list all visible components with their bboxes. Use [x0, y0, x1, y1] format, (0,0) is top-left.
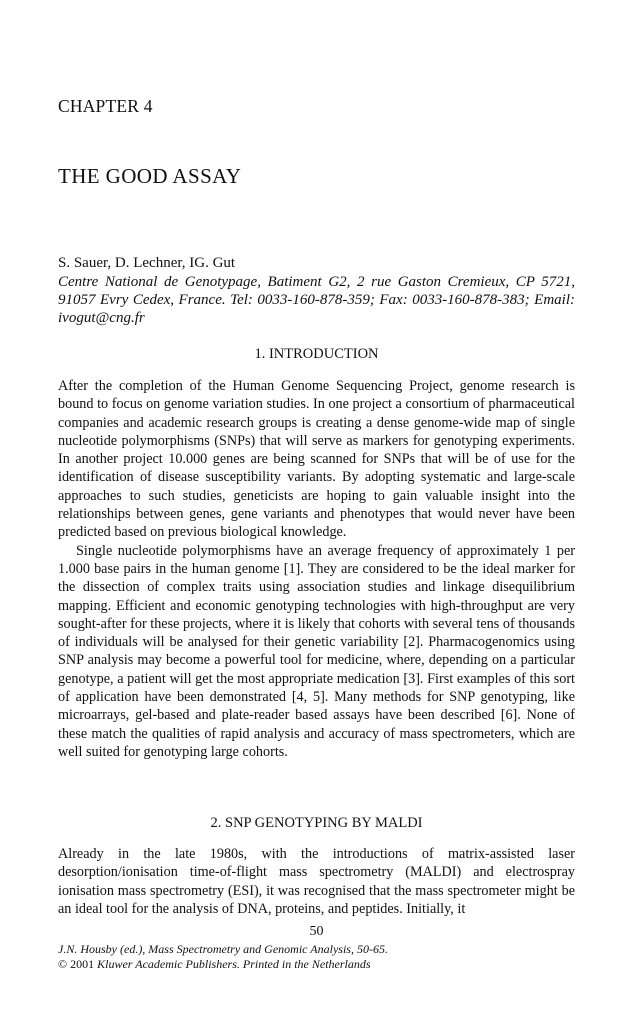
footer-citation: J.N. Housby (ed.), Mass Spectrometry and Genomic Analysis, 50-65. [58, 942, 388, 956]
paragraph: After the completion of the Human Genome Sequencing Project, genome research is bound to focus on genome variation studies. In one project a consortium of pharmaceutical companies and academic research groups is creating a dense genome-wide map of single nucleotide polymorphisms (SNPs) that will serve as markers for genotyping experiments. In another project 10.000 genes are being scanned for SNPs that will be of use for the identification of disease susceptibility variants. By adopting systematic and large-scale approaches to such studies, geneticists are hoping to gain valuable insight into the relationships between genes, gene variants and phenotypes that would never have been predicted based on previous biological knowledge. [58, 378, 575, 541]
authors: S. Sauer, D. Lechner, IG. Gut [58, 255, 236, 271]
chapter-label: CHAPTER 4 [58, 96, 153, 116]
paragraph: Single nucleotide polymorphisms have an average frequency of approximately 1 per 1.000 base pairs in the human genome [1]. They are considered to be the ideal marker for the dissection of complex traits using association studies and linkage disequilibrium mapping. Efficient and economic genotyping technologies with high-throughput are very sought-after for these projects, where it is likely that cohorts with several tens of thousands of individuals will be analysed for their genetic variability [2]. Pharmacogenomics using SNP analysis may become a powerful tool for medicine, where, depending on a particular genotype, a patient will get the most appropriate medication [3]. First examples of this sort of application have been demonstrated [4, 5]. Many methods for SNP genotyping, like microarrays, gel-based and plate-reader based assays have been described [6]. None of these match the qualities of rapid analysis and accuracy of mass spectrometers, which are well suited for genotyping large cohorts. [58, 542, 575, 760]
footer-copyright-year: © 2001 [58, 957, 95, 971]
page-number: 50 [309, 924, 324, 939]
affiliation: Centre National de Genotypage, Batiment G2, 2 rue Gaston Cremieux, CP 5721, 91057 Evry Cedex, France. Tel: 0033-160-878-359; Fax: 0033-160-878-383; Email: ivogut@cng.fr [58, 274, 575, 326]
section-body-introduction [58, 377, 575, 761]
page-footer [58, 942, 388, 972]
paragraph: Already in the late 1980s, with the introductions of matrix-assisted laser desorption/ionisation time-of-flight mass spectrometry (MALDI) and electrospray ionisation mass spectrometry (ESI), it was recognised that the mass spectrometer might be an ideal tool for the analysis of DNA, proteins, and peptides. Initially, it [58, 846, 575, 917]
section-heading-snp-genotyping: 2. SNP GENOTYPING BY MALDI [210, 815, 423, 831]
chapter-title: THE GOOD ASSAY [58, 164, 242, 188]
footer-publisher: Kluwer Academic Publishers. Printed in the Netherlands [97, 957, 371, 971]
section-heading-introduction: 1. INTRODUCTION [254, 346, 379, 362]
section-body-snp-genotyping [58, 845, 575, 918]
